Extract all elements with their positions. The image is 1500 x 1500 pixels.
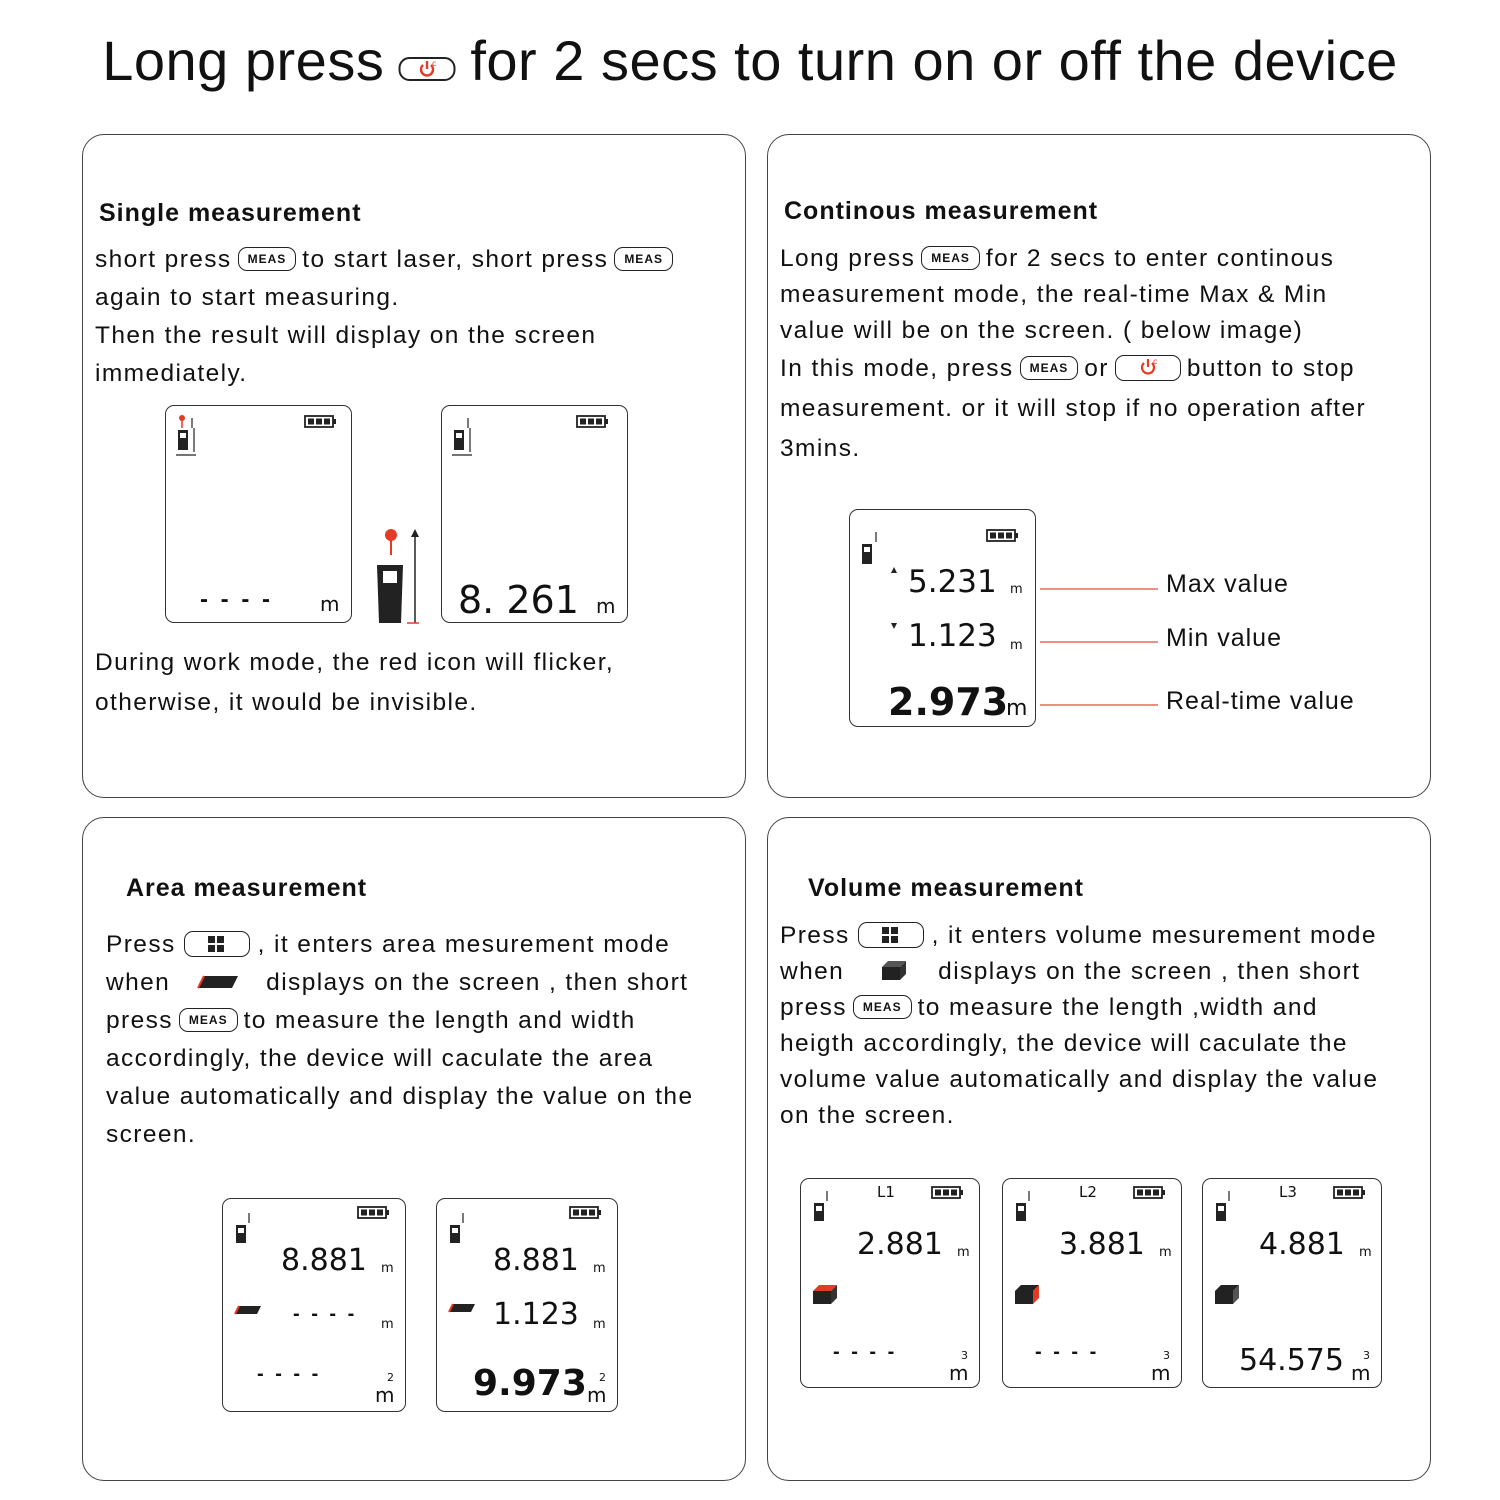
unit-label: m [375,1383,395,1407]
unit-label: m [593,1261,606,1276]
instruction-line: again to start measuring. [95,284,400,311]
dimension-reading: 4.881 [1259,1227,1345,1262]
lcd-screen-volume-3 [1202,1178,1382,1388]
battery-icon [304,414,338,430]
instruction-line: Press , it enters volume mesurement mode [780,922,1377,949]
unit-label: m [381,1317,394,1332]
unit-label: m [1006,696,1028,721]
max-value-label: Max value [1166,570,1289,598]
step-tag: L1 [877,1183,895,1201]
device-icon [858,532,888,572]
area-mode-icon [196,975,240,989]
unit-label: m [320,592,340,616]
svg-text:c: c [432,58,438,68]
svg-text:c: c [1152,357,1159,367]
length-reading: 8.881 [493,1243,579,1278]
volume-mode-icon [880,959,908,981]
max-reading: 5.231 [908,564,997,600]
meas-key-icon: MEAS [1020,356,1079,380]
min-value-label: Min value [1166,624,1282,652]
step-tag: L3 [1279,1183,1297,1201]
instruction-line: measurement mode, the real-time Max & Min [780,281,1328,308]
unit-superscript: 3 [1363,1349,1370,1362]
volume-mode-icon [811,1283,839,1305]
step-tag: L2 [1079,1183,1097,1201]
instruction-line: Press , it enters area mesurement mode [106,931,671,958]
instruction-line: value automatically and display the value on the [106,1083,694,1110]
unit-label: m [949,1361,969,1385]
device-icon [1013,1191,1037,1225]
panel-title: Volume measurement [808,874,1084,902]
width-reading: 1.123 [493,1297,579,1332]
unit-superscript: 2 [599,1371,606,1384]
instruction-line: on the screen. [780,1102,955,1129]
unit-label: m [587,1383,607,1407]
panel-title: Area measurement [126,874,368,902]
unit-label: m [1359,1245,1372,1260]
meas-key-icon: MEAS [853,995,912,1019]
width-reading: - - - - [293,1303,358,1325]
battery-icon [986,528,1020,544]
page-title [0,28,1500,101]
device-icon [447,1213,471,1247]
instruction-line: 3mins. [780,435,861,462]
empty-reading: - - - - [200,586,273,613]
realtime-value-label: Real-time value [1166,687,1355,715]
unit-label: m [596,594,616,618]
dimension-reading: 2.881 [857,1227,943,1262]
area-measurement-panel [82,817,746,1481]
battery-icon [357,1205,391,1221]
volume-mode-icon [1213,1283,1241,1305]
meas-key-icon: MEAS [614,247,673,271]
device-icon [233,1213,257,1247]
meas-key-icon: MEAS [238,247,297,271]
instruction-line: Long press MEAS for 2 secs to enter continous [780,245,1335,272]
lcd-screen-volume-2 [1002,1178,1182,1388]
area-reading: 9.973 [473,1363,587,1404]
lcd-screen-area-step [222,1198,406,1412]
callout-line [1040,704,1158,706]
instruction-line: press MEAS to measure the length ,width and [780,994,1318,1021]
unit-label: m [1010,638,1023,653]
battery-icon [569,1205,603,1221]
dimension-reading: 3.881 [1059,1227,1145,1262]
continuous-measurement-panel [767,134,1431,798]
power-key-icon [1115,355,1181,381]
battery-icon [1133,1185,1167,1201]
unit-label: m [1351,1361,1371,1385]
lcd-screen-volume-1 [800,1178,980,1388]
min-reading: 1.123 [908,618,997,654]
instruction-line: screen. [106,1121,197,1148]
callout-line [1040,641,1158,643]
function-key-icon [184,931,250,957]
volume-measurement-panel [767,817,1431,1481]
battery-icon [576,414,610,430]
device-laser-icon [369,525,425,629]
unit-label: m [1151,1361,1171,1385]
instruction-line: value will be on the screen. ( below image) [780,317,1304,344]
unit-superscript: 3 [961,1349,968,1362]
volume-reading: - - - - [1035,1341,1100,1363]
instruction-line: when displays on the screen , then short [780,958,1361,985]
note-line: During work mode, the red icon will flicker, [95,649,615,676]
realtime-reading: 2.973 [888,680,1009,724]
panel-title: Single measurement [99,199,362,227]
length-reading: 8.881 [281,1243,367,1278]
title-text-after: for 2 secs to turn on or off the device [470,29,1398,92]
distance-reading: 8. 261 [458,578,579,622]
unit-superscript: 3 [1163,1349,1170,1362]
meas-key-icon: MEAS [921,246,980,270]
unit-label: m [1010,582,1023,597]
function-key-icon [858,922,924,948]
unit-label: m [957,1245,970,1260]
lcd-screen-result [441,405,628,623]
unit-label: m [593,1317,606,1332]
single-measurement-panel [82,134,746,798]
lcd-screen-ready [165,405,352,623]
panel-title: Continous measurement [784,197,1099,225]
lcd-screen-continuous [849,509,1036,727]
battery-icon [931,1185,965,1201]
min-arrow-icon [890,622,898,630]
device-icon [1213,1191,1237,1225]
instruction-line: short press MEAS to start laser, short press MEAS [95,241,679,279]
device-icon [450,414,480,460]
max-arrow-icon [890,566,898,574]
instruction-line: accordingly, the device will caculate the area [106,1045,654,1072]
area-reading: - - - - [257,1363,322,1385]
note-line: otherwise, it would be invisible. [95,689,478,716]
unit-label: m [1159,1245,1172,1260]
volume-mode-icon [1013,1283,1041,1305]
instruction-line: heigth accordingly, the device will caculate the [780,1030,1348,1057]
instruction-line: press MEAS to measure the length and width [106,1007,636,1034]
instruction-line: volume value automatically and display the value [780,1066,1379,1093]
volume-reading: - - - - [833,1341,898,1363]
area-mode-icon [447,1303,477,1313]
instruction-line: immediately. [95,360,248,387]
instruction-line: Then the result will display on the screen [95,322,597,349]
lcd-screen-area-result [436,1198,618,1412]
red-laser-device-icon [174,414,204,460]
power-button-icon [398,30,456,95]
area-mode-icon [233,1305,263,1315]
volume-reading: 54.575 [1239,1343,1344,1378]
unit-superscript: 2 [387,1371,394,1384]
device-icon [811,1191,835,1225]
instruction-line: measurement. or it will stop if no operation after [780,395,1367,422]
meas-key-icon: MEAS [179,1008,238,1032]
title-text-before: Long press [102,29,385,92]
unit-label: m [381,1261,394,1276]
callout-line [1040,588,1158,590]
battery-icon [1333,1185,1367,1201]
instruction-line: when displays on the screen , then short [106,969,689,996]
instruction-line: In this mode, press MEAS or c button to stop [780,355,1355,382]
